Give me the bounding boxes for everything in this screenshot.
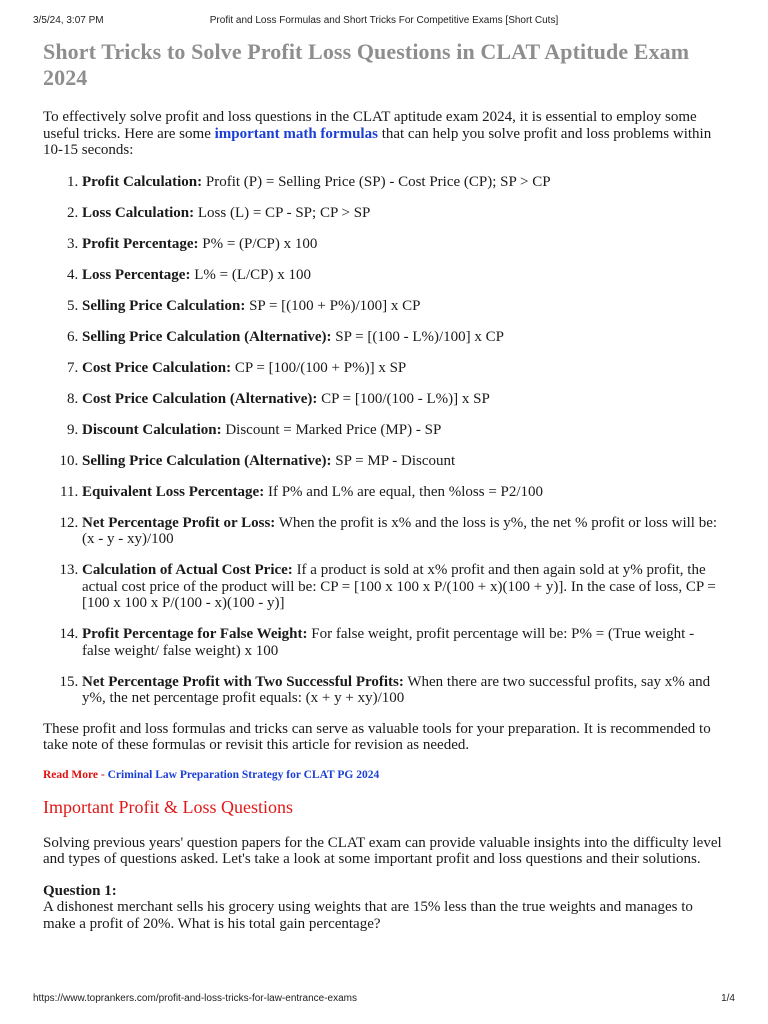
formula-item [82,422,723,439]
formula-label: Equivalent Loss Percentage: [82,483,265,500]
formula-label: Calculation of Actual Cost Price: [82,562,293,578]
formula-label: Discount Calculation: [82,421,222,438]
read-more [43,768,723,782]
intro-text-before: To effectively solve profit and loss questions in the CLAT aptitude exam 2024, it is essential to employ some useful tricks. Here are some [43,109,697,142]
formula-text: SP = [(100 + P%)/100] x CP [245,297,421,314]
formula-text: Discount = Marked Price (MP) - SP [221,421,442,438]
print-footer [33,993,735,1007]
formula-text: If P% and L% are equal, then %loss = P2/100 [264,483,544,500]
question-label: Question 1: [43,882,117,899]
intro-text-after: that can help you solve profit and loss problems within 10-15 seconds: [43,125,712,158]
math-formulas-link[interactable]: important math formulas [214,125,378,142]
formula-label: Loss Percentage: [82,266,191,283]
formula-text: For false weight, profit percentage will be: P% = (True weight - false weight/ false weight) x 100 [82,626,695,659]
formula-item [82,236,723,253]
formula-text: Loss (L) = CP - SP; CP > SP [194,204,371,221]
print-datetime: 3/5/24, 3:07 PM [33,15,104,26]
formula-item [82,205,723,222]
article-title: Short Tricks to Solve Profit Loss Questions in CLAT Aptitude Exam 2024 [43,39,690,90]
formula-item [82,174,723,191]
section-intro: Solving previous years' question papers for the CLAT exam can provide valuable insights into the difficulty level and types of questions asked. Let's take a look at some important profit and loss questions and their solutions. [43,834,722,867]
page-url: https://www.toprankers.com/profit-and-loss-tricks-for-law-entrance-exams [33,993,357,1004]
formula-item [82,391,723,408]
formula-item [82,453,723,470]
formula-label: Selling Price Calculation: [82,297,246,314]
formula-item [82,329,723,346]
formula-text: When the profit is x% and the loss is y%, the net % profit or loss will be: (x - y - xy)/100 [82,514,718,547]
formula-label: Cost Price Calculation (Alternative): [82,390,318,407]
question-text: A dishonest merchant sells his grocery using weights that are 15% less than the true weights and manages to make a profit of 20%. What is his total gain percentage? [43,899,693,932]
formula-item [82,515,723,548]
formula-text: P% = (P/CP) x 100 [198,235,318,252]
print-header [33,15,735,29]
formula-label: Selling Price Calculation (Alternative): [82,452,332,469]
formula-item [82,674,723,707]
formula-label: Selling Price Calculation (Alternative): [82,328,332,345]
formula-text: CP = [100/(100 + P%)] x SP [231,359,407,376]
formula-list [43,174,723,707]
formula-label: Profit Calculation: [82,173,203,190]
formula-item [82,484,723,501]
formula-label: Cost Price Calculation: [82,359,232,376]
formula-item [82,562,723,612]
formula-text: SP = [(100 - L%)/100] x CP [331,328,505,345]
page-number: 1/4 [721,993,735,1004]
formula-text: SP = MP - Discount [331,452,456,469]
read-more-label: Read More - [43,768,108,781]
formula-label: Net Percentage Profit or Loss: [82,514,276,531]
formula-item [82,298,723,315]
formula-item [82,267,723,284]
formula-item [82,626,723,659]
article-content [43,39,723,932]
formula-label: Profit Percentage: [82,235,199,252]
formula-text: CP = [100/(100 - L%)] x SP [317,390,490,407]
intro-paragraph [43,109,723,159]
formula-text: If a product is sold at x% profit and then again sold at y% profit, the actual cost price of the product will be: CP = [100 x 100 x P/(100 + x)(100 + y)]. In the case of loss, CP = [100 x 100 x P/(100 - x)(100 - y)] [82,562,716,611]
read-more-link[interactable]: Criminal Law Preparation Strategy for CLAT PG 2024 [107,768,380,781]
print-page-title: Profit and Loss Formulas and Short Tricks For Competitive Exams [Short Cuts] [209,15,559,26]
formula-text: When there are two successful profits, say x% and y%, the net percentage profit equals: (x + y + xy)/100 [82,673,711,706]
section-title: Important Profit & Loss Questions [43,796,293,817]
formula-item [82,360,723,377]
formula-label: Net Percentage Profit with Two Successful Profits: [82,673,404,690]
formula-label: Loss Calculation: [82,204,195,221]
after-list-paragraph: These profit and loss formulas and tricks can serve as valuable tools for your preparation. It is recommended to take note of these formulas or revisit this article for revision as needed. [43,720,711,753]
formula-text: L% = (L/CP) x 100 [190,266,311,283]
formula-text: Profit (P) = Selling Price (SP) - Cost Price (CP); SP > CP [202,173,551,190]
formula-label: Profit Percentage for False Weight: [82,626,308,642]
